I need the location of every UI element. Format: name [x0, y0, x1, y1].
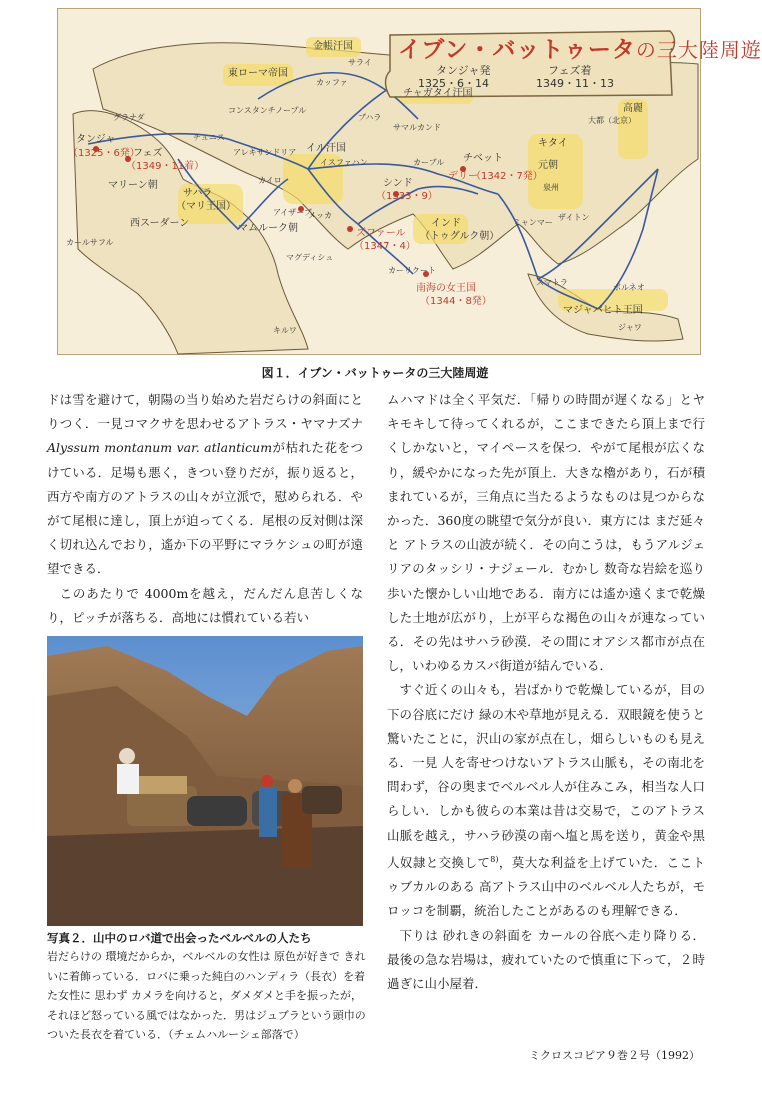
- label-kaffa: カッファ: [316, 78, 348, 87]
- label-delhi-date: （1342・7発）: [471, 171, 543, 182]
- label-samarkand: サマルカンド: [393, 123, 441, 132]
- left-paragraph-1: ドは雪を避けて，朝陽の当り始めた岩だらけの斜面にとりつく．一見コマクサを思わせるアトラス・ヤマナズナ Alyssum montanum var. atlanticumが枯れた花をつけている．足場も悪く，きつい登りだが，振り返ると，西方や南方のアトラスの山々が立派で，慰められる．やがて尾根に達し，頂上が迫ってくる．尾根の反対側は深く切れ込んでおり，遙か下の平野にマラケシュの町が遠望できる．: [47, 392, 363, 577]
- label-sumatra: スマトラ: [536, 278, 568, 287]
- label-quanzhou: 泉州: [543, 183, 559, 192]
- route-map: [57, 8, 762, 355]
- label-mamluk: マムルーク朝: [238, 223, 298, 234]
- right-paragraph-1: ムハマドは全く平気だ．「帰りの時間が遅くなる」とヤキモキして待ってくれるが，ここまできたら頂上まで行くしかないと，マイペースを保つ．やがて尾根が広くなり，緩やかになった先が頂上．大きな櫓があり，石が積まれているが，三角点に当たるようなものは見つからなかった．360度の眺望で気分が良い．東方には まだ延々と アトラスの山波が続く．その向こうは，もうアルジェリアのタッシリ・ナジェール．むかし 数奇な岩絵を巡り歩いた懐かしい山地である．南方には遙か遠くまで乾燥した土地が広がり，上が平らな褐色の山々が連なっている．その先はサハラ砂漠．その間にオアシス都市が点在し，いわゆるカスバ街道が結んでいる．: [387, 392, 705, 674]
- right-column: [387, 388, 705, 996]
- label-khanbaliq: 大都（北京）: [588, 116, 636, 125]
- label-delhi: デリー: [448, 171, 478, 182]
- label-sind: シンド: [383, 178, 413, 189]
- label-kabul: カーブル: [413, 158, 445, 167]
- label-tangier-date: （1325・6発）: [68, 148, 140, 159]
- label-granada: グラナダ: [113, 113, 145, 122]
- label-goryeo: 高麗: [623, 103, 643, 114]
- label-tunis: チュニス: [193, 133, 225, 142]
- label-tangier: タンジャ: [76, 134, 116, 145]
- label-zufar: ズファール: [356, 228, 406, 239]
- label-majapahit: マジャパヒト王国: [563, 305, 643, 316]
- label-tughluq: （トゥグルク朝）: [420, 231, 500, 242]
- label-zufar-date: （1347・4）: [354, 241, 416, 252]
- label-sind-date: （1333・9）: [376, 191, 438, 202]
- label-khitai: キタイ: [538, 138, 568, 149]
- label-calicut: カーリクート: [388, 266, 436, 275]
- label-karl-safr: カールサフル: [66, 238, 114, 247]
- arrive-date: 1349・11・13: [536, 77, 614, 90]
- label-yuan: 元朝: [538, 160, 558, 171]
- photo-caption: 岩だらけの 環境だからか，ベルベルの女性は 原色が好きで きれいに着飾っている．ロバに乗った純白のハンディラ（長衣）を着た女性に 思わず カメラを向けると，ダメダメと手を振ったが，それほど怒っている風ではなかった．男はジュブラという頭巾のついた長衣を着ている．（チェムハルーシェ部落で）: [47, 950, 366, 1041]
- label-sarai: サライ: [348, 58, 372, 67]
- label-sahara: サハラ: [183, 188, 213, 199]
- label-ilkhan: イル汗国: [306, 143, 346, 154]
- label-fez: フェズ: [133, 148, 163, 159]
- figure-caption: 図１．イブン・バットゥータの三大陸周遊: [261, 366, 489, 380]
- label-marinid: マリーン朝: [108, 180, 158, 191]
- label-isfahan: イスファハン: [320, 158, 368, 167]
- label-mali: （マリ王国）: [176, 201, 236, 212]
- arrive-label: フェズ着: [548, 64, 592, 77]
- label-tibet: チベット: [463, 153, 503, 164]
- label-fez-date: （1349・11着）: [126, 161, 205, 172]
- label-constantinople: コンスタンチノープル: [228, 106, 307, 115]
- label-bukhara: ブハラ: [358, 113, 382, 122]
- label-mecca: メッカ: [308, 211, 332, 220]
- left-paragraph-2: このあたりで 4000mを越え，だんだん息苦しくなり，ピッチが落ちる．高地には慣れている若い: [47, 585, 363, 625]
- label-java: ジャワ: [618, 323, 642, 332]
- species-name: Alyssum montanum var. atlanticum: [47, 440, 273, 456]
- label-nanhai: 南海の女王国: [416, 283, 476, 294]
- label-cairo: カイロ: [258, 176, 282, 185]
- photo-caption-title: 写真２．山中のロバ道で出会ったベルベルの人たち: [47, 931, 312, 945]
- label-west-sudan: 西スーダーン: [130, 218, 190, 229]
- label-aidhab: アイザーブ: [273, 208, 312, 217]
- journal-footer: ミクロスコピア９巻２号（1992）: [529, 1049, 700, 1062]
- label-borneo: ボルネオ: [613, 283, 645, 292]
- label-zaitun: ザイトン: [558, 213, 590, 222]
- berber-photo: [47, 636, 363, 926]
- left-column: [47, 388, 363, 630]
- depart-date: 1325・6・14: [418, 77, 489, 90]
- footnote-marker: 8): [490, 854, 499, 864]
- label-nanhai-date: （1344・8発）: [420, 296, 492, 307]
- label-mogadishu: マグディシュ: [286, 253, 334, 262]
- label-chagatai: チャガタイ汗国: [403, 88, 473, 99]
- map-title: イブン・バットゥータの三大陸周遊: [398, 37, 762, 63]
- label-kilwa: キルワ: [273, 326, 297, 335]
- label-alexandria: アレキサンドリア: [233, 148, 297, 157]
- label-east-rome: 東ローマ帝国: [228, 68, 288, 79]
- label-india: インド: [431, 218, 461, 229]
- right-paragraph-2: すぐ近くの山々も，岩ばかりで乾燥しているが，目の下の谷底にだけ 緑の木や草地が見える．双眼鏡を使うと 驚いたことに，沢山の家が点在し，畑らしいものも見える．一見 人を寄せつけないアトラス山脈も，その南北を問わず，谷の奥までベルベル人が住みこみ，相当な人口らしい．しかも彼らの本業は昔は交易で，このアトラス山脈を越え，サハラ砂漠の南へ塩と馬を送り，黄金や黒人奴隷と交換して$^{8)}$，莫大な利益を上げていた．ここトゥブカルのある 高アトラス山中のベルベル人たちが，モロッコを制覇，統治したことがあるのも理解できる．: [387, 682, 705, 919]
- depart-label: タンジャ発: [436, 64, 491, 77]
- label-myanmar: ミャンマー: [513, 218, 553, 227]
- label-kipchak: 金帳汗国: [313, 41, 353, 52]
- right-paragraph-3: 下りは 砂れきの斜面を カールの谷底へ走り降りる．最後の急な岩場は，疲れていたので慎重に下って，２時過ぎに山小屋着．: [387, 927, 705, 992]
